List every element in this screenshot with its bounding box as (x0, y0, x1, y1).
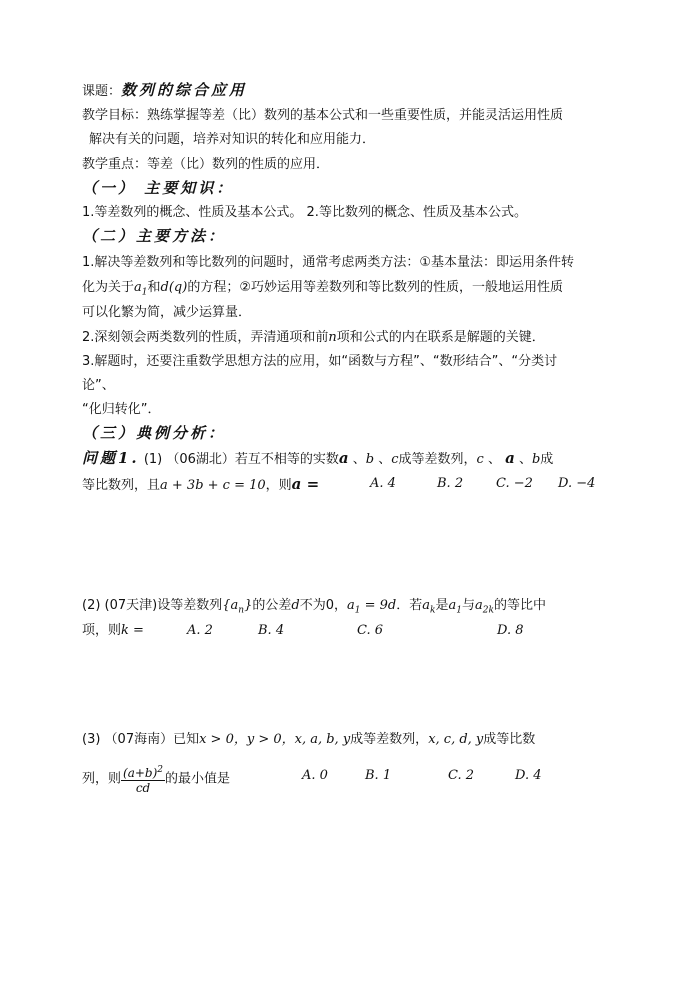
q2-option-d: D. 8 (497, 623, 524, 638)
q1-line1: 问题1. (1) （06湖北）若互不相等的实数a 、b 、c成等差数列，c 、 a 、b成 (82, 449, 554, 467)
section1-text: 1.等差数列的概念、性质及基本公式。 2.等比数列的概念、性质及基本公式。 (82, 205, 527, 220)
q2-option-b: B. 4 (258, 623, 285, 638)
focus-text: 等差（比）数列的性质的应用． (147, 157, 330, 172)
q3-line2: 列，则 $\frac{(a+b)^2}{cd}$ 的最小值是 (82, 765, 231, 795)
q2-option-c: C. 6 (357, 623, 384, 638)
section2-heading: （二）主要方法： (82, 227, 227, 245)
q1-option-a: A. 4 (370, 476, 396, 491)
focus-line (82, 155, 329, 175)
title-label: 课题： (82, 84, 122, 99)
goal-text-1: 熟练掌握等差（比）数列的基本公式和一些重要性质，并能灵活运用性质 (147, 108, 564, 123)
method-p2: 2.深刻领会两类数列的性质，弄清通项和前n项和公式的内在联系是解题的关键． (82, 330, 545, 345)
q1-option-b: B. 2 (437, 476, 464, 491)
section1-heading: （一） 主要知识： (82, 179, 235, 197)
q3-option-b: B. 1 (365, 768, 392, 783)
q1-option-c: C. −2 (496, 476, 533, 491)
q1-line2: 等比数列，且a + 3b + c = 10，则a = (82, 475, 320, 493)
q3-line1: (3) （07海南）已知x > 0，y > 0，x, a, b, y成等差数列，x, c, d, y成等比数 (82, 732, 536, 747)
goal-line-2: 解决有关的问题，培养对知识的转化和应用能力． (89, 132, 376, 147)
q3-option-c: C. 2 (448, 768, 475, 783)
q2-option-a: A. 2 (187, 623, 213, 638)
q3-option-d: D. 4 (515, 768, 542, 783)
page-title: 数列的综合应用 (121, 81, 248, 99)
goal-label: 教学目标： (82, 108, 148, 123)
method-p3-line3: “化归转化”． (82, 402, 161, 417)
q3-option-a: A. 0 (302, 768, 328, 783)
focus-label: 教学重点： (82, 157, 148, 172)
method-p3-line1: 3.解题时，还要注重数学思想方法的应用，如“函数与方程”、“数形结合”、“分类讨 (82, 354, 558, 369)
goal-line-1 (82, 106, 563, 126)
method-p1-line1: 1.解决等差数列和等比数列的问题时，通常考虑两类方法：①基本量法：即运用条件转 (82, 255, 575, 270)
fraction-expression: $\frac{(a+b)^2}{cd}$ (123, 765, 164, 795)
method-p3-line2: 论”、 (82, 378, 115, 393)
section3-heading: （三）典例分析： (82, 424, 227, 442)
problem-label: 问题1. (82, 449, 140, 467)
method-p1-line2: 化为关于$a_1$和d(q)的方程；②巧妙运用等差数列和等比数列的性质，一般地运用性质 (82, 280, 563, 298)
q1-option-d: D. −4 (558, 476, 596, 491)
q2-line2: 项，则k = (82, 623, 144, 638)
title-line (82, 80, 247, 102)
q2-line1: (2) (07天津)设等差数列$\{a_n\}$的公差d不为0，$a_1 = 9d$．若$a_k$是$a_1$与$a_{2k}$的等比中 (82, 598, 546, 616)
method-p1-line3: 可以化繁为简，减少运算量． (82, 305, 252, 320)
